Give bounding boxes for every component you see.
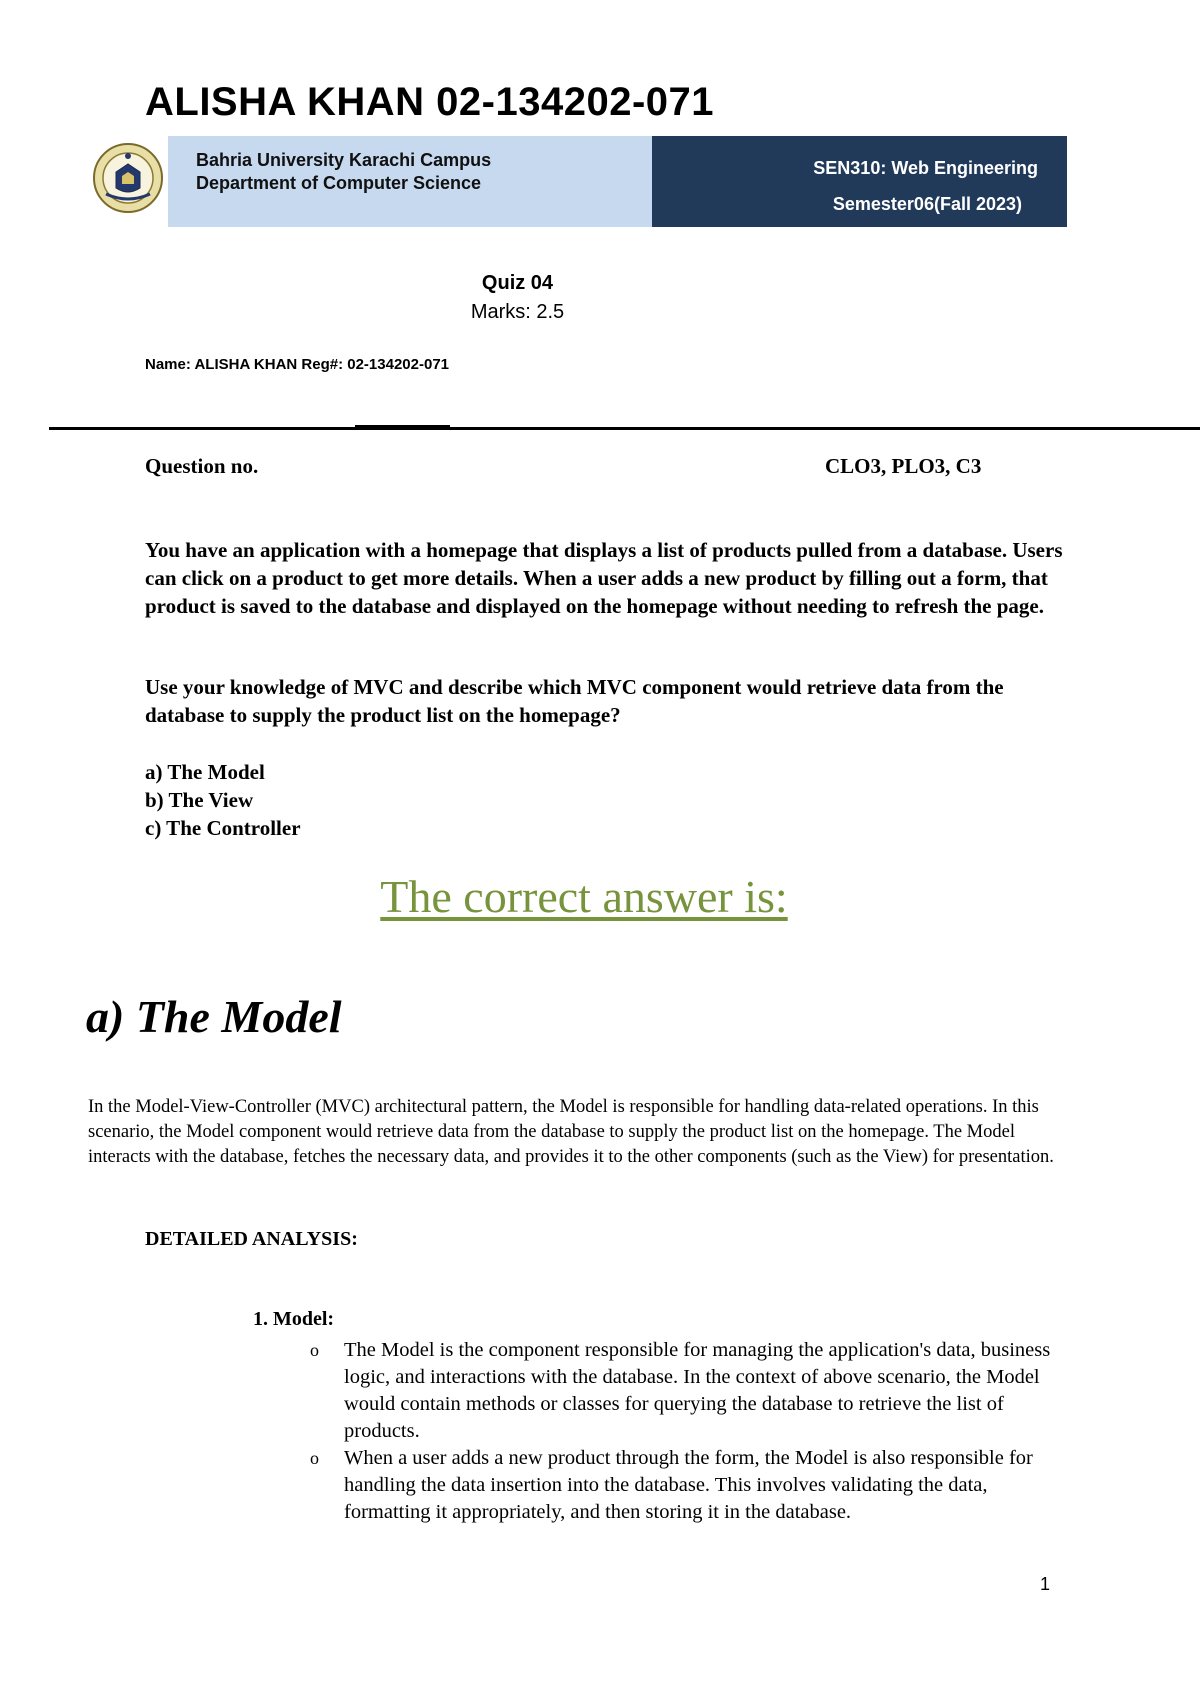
clo-label: CLO3, PLO3, C3	[825, 454, 982, 478]
header-banner	[92, 136, 1067, 227]
option-item: a) The Model	[145, 760, 265, 784]
question-prompt: Use your knowledge of MVC and describe which MVC component would retrieve data from the database to supply the product list on the homepage?	[145, 675, 1004, 727]
university-seal-icon	[92, 142, 164, 214]
option-item: b) The View	[145, 788, 254, 812]
university-name: Bahria University Karachi Campus	[196, 150, 492, 170]
student-title: ALISHA KHAN 02-134202-071	[145, 80, 715, 124]
divider-line	[49, 427, 1200, 430]
options-list	[145, 758, 301, 842]
question-number-label: Question no.	[145, 454, 259, 478]
course-code: SEN310: Web Engineering	[813, 158, 1038, 178]
marks-label: Marks: 2.5	[470, 301, 565, 323]
analysis-heading: DETAILED ANALYSIS:	[145, 1228, 358, 1250]
answer-value: a) The Model	[86, 991, 342, 1042]
bullet-text: When a user adds a new product through the form, the Model is also responsible for handling the data insertion into the database. This involves validating the data, formatting it appropriately, and then storing it in the database.	[344, 1447, 1033, 1523]
bullet-circle-icon: o	[310, 1340, 319, 1360]
divider-notch	[355, 425, 450, 428]
department-name: Department of Computer Science	[196, 173, 482, 193]
answer-heading: The correct answer is:	[380, 871, 788, 922]
question-paragraph: You have an application with a homepage that displays a list of products pulled from a database. Users can click on a product to get more details. When a user adds a new product by filling out a form, that product is saved to the database and displayed on the homepage without needing to refresh the page.	[145, 538, 1063, 618]
explanation-paragraph: In the Model-View-Controller (MVC) architectural pattern, the Model is responsible for handling data-related operations. In this scenario, the Model component would retrieve data from the database to supply the product list on the homepage. The Model interacts with the database, fetches the necessary data, and provides it to the other components (such as the View) for presentation.	[88, 1097, 1054, 1167]
page-number: 1	[1040, 1574, 1051, 1594]
semester-label: Semester06(Fall 2023)	[832, 194, 1022, 214]
point-heading: 1. Model:	[253, 1308, 335, 1330]
bullet-text: The Model is the component responsible for managing the application's data, business logic, and interactions with the database. In the context of above scenario, the Model would contain methods or classes for querying the database to retrieve the list of products.	[344, 1339, 1051, 1442]
option-item: c) The Controller	[145, 816, 301, 840]
student-info: Name: ALISHA KHAN Reg#: 02-134202-071	[145, 356, 449, 373]
bullet-circle-icon: o	[310, 1448, 319, 1468]
quiz-title: Quiz 04	[481, 272, 554, 294]
